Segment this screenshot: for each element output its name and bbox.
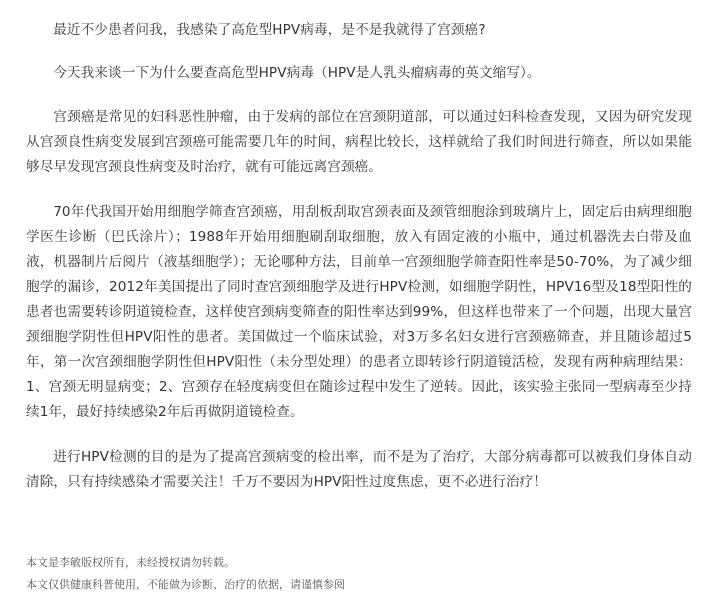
paragraph-hpv-purpose: 进行HPV检测的目的是为了提高宫颈病变的检出率，而不是为了治疗，大部分病毒都可以被我们身体自动清除，只有持续感染才需要关注！千万不要因为HPV阳性过度焦虑，更不必进行治疗！ bbox=[26, 449, 692, 490]
article-body bbox=[26, 18, 692, 495]
paragraph-topic: 今天我来谈一下为什么要查高危型HPV病毒（HPV是人乳头瘤病毒的英文缩写）。 bbox=[53, 65, 541, 81]
paragraph-cervical-cancer: 宫颈癌是常见的妇科恶性肿瘤，由于发病的部位在宫颈阴道部，可以通过妇科检查发现，又因为研究发现从宫颈良性病变发展到宫颈癌可能需要几年的时间，病程比较长，这样就给了我们时间进行筛查，所以如果能够尽早发现宫颈良性病变及时治疗，就有可能远离宫颈癌。 bbox=[26, 109, 692, 175]
copyright-note: 本文是李敏版权所有，未经授权请勿转载。 bbox=[26, 556, 235, 569]
paragraph-screening-history: 70年代我国开始用细胞学筛查宫颈癌，用刮板刮取宫颈表面及颈管细胞涂到玻璃片上，固定后由病理细胞学医生诊断（巴氏涂片）；1988年开始用细胞刷刮取细胞，放入有固定液的小瓶中，通过机器洗去白带及血液，机器制片后阅片（液基细胞学）；无论哪种方法，目前单一宫颈细胞学筛查阳性率是50-70%，为了减少细胞学的漏诊，2012年美国提出了同时查宫颈细胞学及进行HPV检测，如细胞学阴性，HPV16型及18型阳性的患者也需要转诊阴道镜检查，这样使宫颈病变筛查的阳性率达到99%，但这样也带来了一个问题，出现大量宫颈细胞学阴性但HPV阳性的患者。美国做过一个临床试验，对3万多名妇女进行宫颈癌筛查，并且随诊超过5年，第一次宫颈细胞学阴性但HPV阳性（未分型处理）的患者立即转诊行阴道镜活检，发现有两种病理结果：1、宫颈无明显病变；2、宫颈存在轻度病变但在随诊过程中发生了逆转。因此，该实验主张同一型病毒至少持续1年，最好持续感染2年后再做阴道镜检查。 bbox=[26, 204, 692, 420]
article-footer bbox=[26, 552, 692, 596]
disclaimer-note: 本文仅供健康科普使用，不能做为诊断、治疗的依据，请谨慎参阅 bbox=[26, 578, 345, 591]
paragraph-intro-question: 最近不少患者问我，我感染了高危型HPV病毒，是不是我就得了宫颈癌? bbox=[53, 22, 486, 38]
